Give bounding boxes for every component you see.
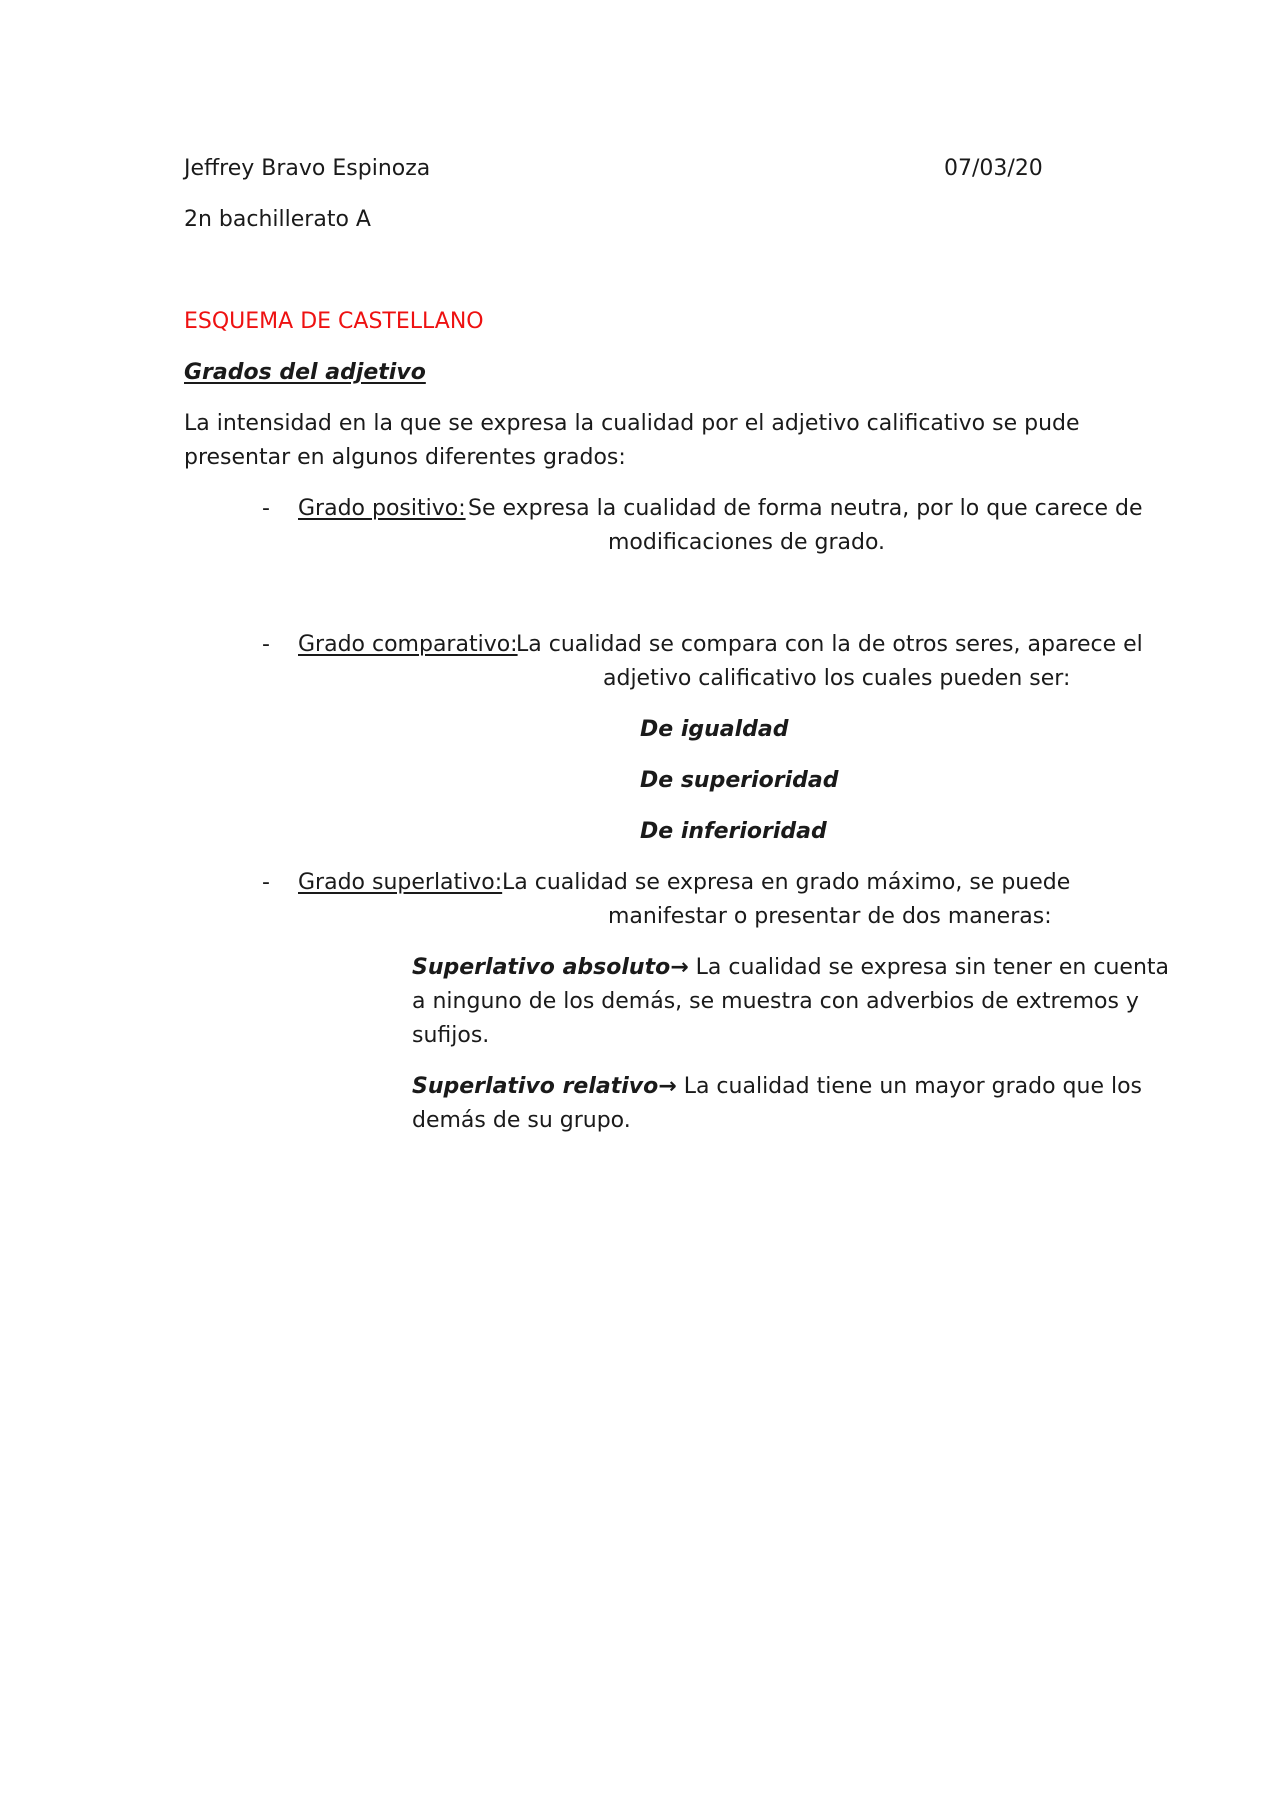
- comparativo-type-superioridad: De superioridad: [640, 768, 839, 793]
- right-arrow-icon: →: [658, 1074, 677, 1099]
- grado-comparativo-label: Grado comparativo:: [298, 632, 518, 657]
- document-title: ESQUEMA DE CASTELLANO: [184, 309, 484, 334]
- superlativo-relativo-text-1: La cualidad tiene un mayor grado que los: [683, 1074, 1143, 1099]
- superlativo-relativo-text-2: demás de su grupo.: [412, 1108, 631, 1133]
- superlativo-absoluto-text-3: sufijos.: [412, 1023, 490, 1048]
- superlativo-relativo-line-1: [412, 1073, 1142, 1101]
- superlativo-absoluto-line-1: [412, 954, 1169, 982]
- list-dash: -: [262, 870, 270, 895]
- intro-line-1: La intensidad en la que se expresa la cualidad por el adjetivo calificativo se pude: [184, 411, 1080, 436]
- grado-superlativo-text-2: manifestar o presentar de dos maneras:: [608, 904, 1052, 929]
- grado-positivo-label: Grado positivo:: [298, 496, 466, 521]
- comparativo-type-igualdad: De igualdad: [640, 717, 789, 742]
- superlativo-relativo-term: Superlativo relativo: [412, 1074, 659, 1099]
- grado-positivo-text-1: Se expresa la cualidad de forma neutra, por lo que carece de: [468, 496, 1143, 521]
- list-dash: -: [262, 496, 270, 521]
- grado-positivo-text-2: modificaciones de grado.: [608, 530, 886, 555]
- document-date: 07/03/20: [944, 156, 1043, 181]
- section-title: Grados del adjetivo: [184, 360, 426, 385]
- grado-superlativo-label: Grado superlativo:: [298, 870, 503, 895]
- intro-line-2: presentar en algunos diferentes grados:: [184, 445, 626, 470]
- list-dash: -: [262, 632, 270, 657]
- course-name: 2n bachillerato A: [184, 207, 371, 232]
- comparativo-type-inferioridad: De inferioridad: [640, 819, 827, 844]
- superlativo-absoluto-text-1: La cualidad se expresa sin tener en cuenta: [695, 955, 1169, 980]
- grado-comparativo-text-2: adjetivo calificativo los cuales pueden ser:: [603, 666, 1071, 691]
- right-arrow-icon: →: [670, 955, 689, 980]
- grado-superlativo-text-1: La cualidad se expresa en grado máximo, se puede: [502, 870, 1071, 895]
- author-name: Jeffrey Bravo Espinoza: [184, 156, 431, 181]
- superlativo-absoluto-text-2: a ninguno de los demás, se muestra con adverbios de extremos y: [412, 989, 1139, 1014]
- grado-comparativo-text-1: La cualidad se compara con la de otros seres, aparece el: [516, 632, 1143, 657]
- superlativo-absoluto-term: Superlativo absoluto: [412, 955, 671, 980]
